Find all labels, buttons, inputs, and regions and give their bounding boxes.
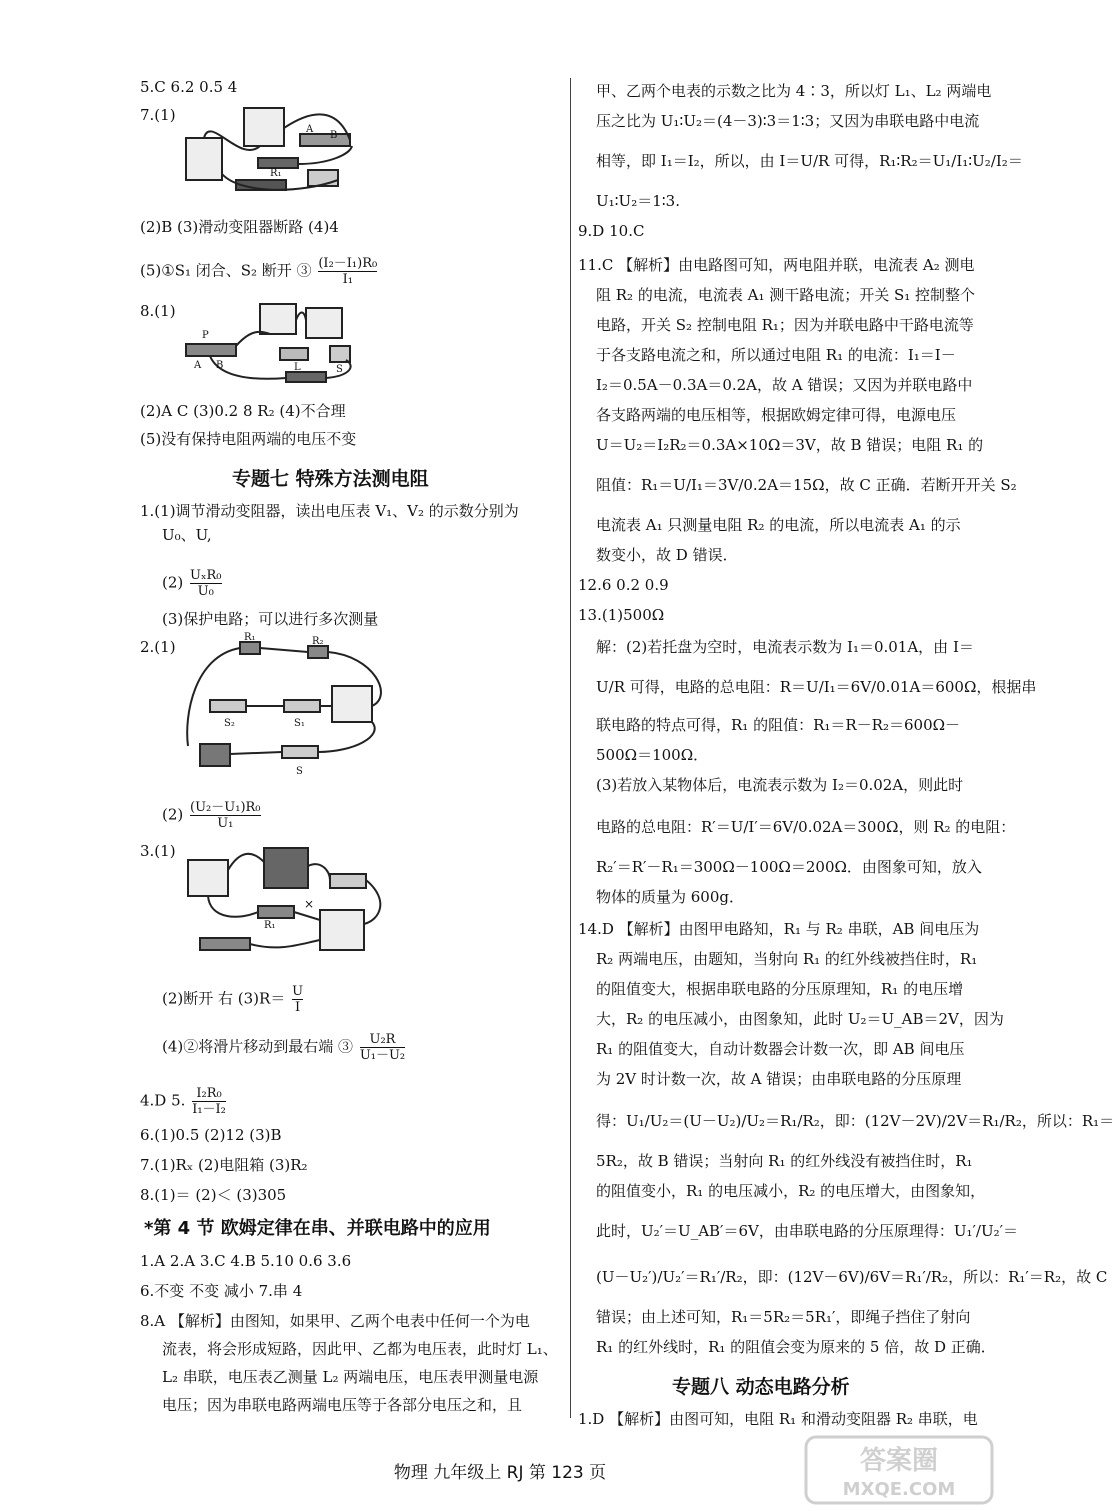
svg-text:R₂: R₂	[312, 636, 324, 647]
answer-line	[162, 984, 305, 1015]
answer-line: (5)没有保持电阻两端的电压不变	[140, 430, 357, 448]
answer-line: 电流表 A₁ 只测量电阻 R₂ 的电流，所以电流表 A₁ 的示	[596, 516, 961, 534]
answer-line	[162, 1032, 407, 1063]
answer-line: 11.C 【解析】由电路图可知，两电阻并联，电流表 A₂ 测电	[578, 256, 975, 274]
answer-line: 9.D 10.C	[578, 222, 645, 240]
answer-line: L₂ 串联，电压表乙测量 L₂ 两端电压，电压表甲测量电源	[162, 1368, 539, 1386]
fraction: $\frac{\text{(U₂－U₁)R₀}}{\text{U₁}}$	[190, 800, 261, 831]
column-divider	[570, 78, 571, 1418]
answer-line: 的阻值变小，R₁ 的电压减小，R₂ 的电压增大，由图象知，	[596, 1182, 986, 1200]
watermark-logo	[804, 1435, 994, 1505]
answer-line: 1.D 【解析】由图可知，电阻 R₁ 和滑动变阻器 R₂ 串联，电	[578, 1410, 978, 1428]
answer-line: 错误；由上述可知，R₁＝5R₂＝5R₁′，即绳子挡住了射向	[596, 1308, 971, 1326]
circuit-figure-3	[180, 840, 410, 968]
answer-line: 阻值：R₁＝U/I₁＝3V/0.2A＝15Ω，故 C 正确．若断开开关 S₂	[596, 476, 1017, 494]
answer-line: 甲、乙两个电表的示数之比为 4∶3，所以灯 L₁、L₂ 两端电	[596, 82, 992, 100]
svg-text:B: B	[216, 360, 224, 371]
svg-text:P: P	[202, 330, 209, 341]
answer-line: 6.不变 不变 减小 7.串 4	[140, 1282, 303, 1300]
answer-line: 8.(1)＝ (2)＜ (3)305	[140, 1186, 287, 1204]
svg-text:R₁: R₁	[264, 920, 276, 931]
section-heading: *第 4 节 欧姆定律在串、并联电路中的应用	[144, 1218, 491, 1239]
svg-text:R₁: R₁	[270, 168, 282, 179]
answer-line: 为 2V 时计数一次，故 A 错误；由串联电路的分压原理	[596, 1070, 962, 1088]
answer-line	[162, 568, 224, 599]
answer-line: 13.(1)500Ω	[578, 606, 665, 624]
answer-line: U＝U₂＝I₂R₂＝0.3A×10Ω＝3V，故 B 错误；电阻 R₁ 的	[596, 436, 984, 454]
answer-text: (2)	[162, 573, 184, 592]
answer-line	[140, 1086, 228, 1117]
svg-text:R₁: R₁	[244, 632, 256, 643]
section-heading: 专题七 特殊方法测电阻	[232, 468, 429, 490]
answer-line: 的阻值变大，根据串联电路的分压原理知，R₁ 的电压增	[596, 980, 964, 998]
answer-line: (U－U₂′)/U₂′＝R₁′/R₂，即：(12V－6V)/6V＝R₁′/R₂，所以：R₁′＝R₂，故 C	[596, 1268, 1108, 1286]
answer-line: 6.(1)0.5 (2)12 (3)B	[140, 1126, 282, 1144]
answer-line: U₀、U,	[162, 526, 212, 544]
svg-text:A: A	[306, 124, 314, 135]
answer-line: 8.A 【解析】由图知，如果甲、乙两个电表中任何一个为电	[140, 1312, 530, 1330]
answer-line: I₂＝0.5A－0.3A＝0.2A，故 A 错误；又因为并联电路中	[596, 376, 973, 394]
answer-line: 5.C 6.2 0.5 4	[140, 78, 238, 96]
fraction: $\frac{\text{U₂R}}{\text{U₁－U₂}}$	[359, 1032, 406, 1063]
answer-line: 物体的质量为 600g．	[596, 888, 745, 906]
section-heading: 专题八 动态电路分析	[672, 1376, 850, 1398]
answer-line: R₁ 的红外线时，R₁ 的阻值会变为原来的 5 倍，故 D 正确．	[596, 1338, 996, 1356]
answer-line: 电压；因为串联电路两端电压等于各部分电压之和，且	[162, 1396, 523, 1414]
answer-line: 1.(1)调节滑动变阻器，读出电压表 V₁、V₂ 的示数分别为	[140, 502, 519, 520]
answer-line	[140, 256, 379, 287]
answer-line: 12.6 0.2 0.9	[578, 576, 669, 594]
answer-line: 2.(1)	[140, 638, 176, 656]
answer-line: 8.(1)	[140, 302, 176, 320]
answer-line: 大，R₂ 的电压减小，由图象知，此时 U₂＝U_AB＝2V，因为	[596, 1010, 1004, 1028]
answer-line: 数变小，故 D 错误．	[596, 546, 738, 564]
answer-line: 电路，开关 S₂ 控制电阻 R₁；因为并联电路中干路电流等	[596, 316, 974, 334]
fraction: $\frac{\text{(I₂－I₁)R₀}}{\text{I₁}}$	[318, 256, 378, 287]
answer-line: 联电路的特点可得，R₁ 的阻值：R₁＝R－R₂＝600Ω－	[596, 716, 961, 734]
circuit-figure-2	[184, 632, 404, 777]
answer-line: R₁ 的阻值变大，自动计数器会计数一次，即 AB 间电压	[596, 1040, 965, 1058]
answer-line: 此时，U₂′＝U_AB′＝6V，由串联电路的分压原理得：U₁′/U₂′＝	[596, 1222, 1019, 1240]
svg-text:S₁: S₁	[294, 718, 305, 729]
answer-line: R₂′＝R′－R₁＝300Ω－100Ω＝200Ω．由图象可知，放入	[596, 858, 982, 876]
answer-line: 流表，将会形成短路，因此甲、乙都为电压表，此时灯 L₁、	[162, 1340, 558, 1358]
fraction: $\frac{U}{I}$	[292, 984, 304, 1015]
svg-text:B: B	[330, 130, 338, 141]
answer-text: (5)①S₁ 闭合、S₂ 断开 ③	[140, 261, 312, 280]
answer-line: 7.(1)	[140, 106, 176, 124]
circuit-figure-7	[180, 104, 410, 196]
answer-text: 4.D 5.	[140, 1091, 186, 1110]
answer-line: 14.D 【解析】由图甲电路知，R₁ 与 R₂ 串联，AB 间电压为	[578, 920, 980, 938]
answer-line: U/R 可得，电路的总电阻：R＝U/I₁＝6V/0.01A＝600Ω，根据串	[596, 678, 1037, 696]
svg-text:MXQE.COM: MXQE.COM	[842, 1479, 956, 1500]
answer-line: 7.(1)Rₓ (2)电阻箱 (3)R₂	[140, 1156, 308, 1174]
answer-line: (3)若放入某物体后，电流表示数为 I₂＝0.02A，则此时	[596, 776, 964, 794]
svg-text:S: S	[336, 364, 343, 375]
answer-line: 5R₂，故 B 错误；当射向 R₁ 的红外线没有被挡住时，R₁	[596, 1152, 973, 1170]
answer-line: 压之比为 U₁∶U₂＝(4－3)∶3＝1∶3；又因为串联电路中电流	[596, 112, 980, 130]
answer-text: (4)②将滑片移动到最右端 ③	[162, 1037, 354, 1056]
answer-line: 于各支路电流之和，所以通过电阻 R₁ 的电流：I₁＝I－	[596, 346, 956, 364]
answer-line: 相等，即 I₁＝I₂，所以，由 I＝U/R 可得，R₁∶R₂＝U₁/I₁∶U₂/I₂＝	[596, 152, 1023, 170]
page-footer: 物理 九年级上 RJ 第 123 页	[393, 1463, 607, 1483]
answer-line: 得：U₁/U₂＝(U－U₂)/U₂＝R₁/R₂，即：(12V－2V)/2V＝R₁/R₂，所以：R₁＝	[596, 1112, 1114, 1130]
answer-line: (3)保护电路；可以进行多次测量	[162, 610, 379, 628]
answer-text: (2)断开 右 (3)R＝	[162, 989, 286, 1008]
answer-line: (2)A C (3)0.2 8 R₂ (4)不合理	[140, 402, 346, 420]
svg-text:答案圈: 答案圈	[859, 1446, 939, 1476]
fraction: $\frac{\text{I₂R₀}}{\text{I₁－I₂}}$	[192, 1086, 226, 1117]
answer-line	[162, 800, 263, 831]
answer-line: 500Ω＝100Ω．	[596, 746, 709, 764]
fraction: $\frac{\text{UₓR₀}}{\text{U₀}}$	[190, 568, 222, 599]
answer-line: U₁∶U₂＝1∶3.	[596, 192, 680, 210]
circuit-figure-8	[180, 300, 380, 392]
svg-text:S: S	[296, 766, 303, 777]
svg-text:A: A	[194, 360, 202, 371]
answer-line: 1.A 2.A 3.C 4.B 5.10 0.6 3.6	[140, 1252, 352, 1270]
answer-text: (2)	[162, 805, 184, 824]
answer-line: 阻 R₂ 的电流，电流表 A₁ 测干路电流；开关 S₁ 控制整个	[596, 286, 976, 304]
answer-line: (2)B (3)滑动变阻器断路 (4)4	[140, 218, 339, 236]
answer-line: R₂ 两端电压，由题知，当射向 R₁ 的红外线被挡住时，R₁	[596, 950, 978, 968]
svg-text:L: L	[294, 362, 301, 373]
svg-text:S₂: S₂	[224, 718, 235, 729]
answer-line: 电路的总电阻：R′＝U/I′＝6V/0.02A＝300Ω，则 R₂ 的电阻：	[596, 818, 1016, 836]
svg-text:×: ×	[304, 897, 315, 911]
answer-line: 解：(2)若托盘为空时，电流表示数为 I₁＝0.01A，由 I＝	[596, 638, 974, 656]
answer-line: 3.(1)	[140, 842, 176, 860]
answer-line: 各支路两端的电压相等，根据欧姆定律可得，电源电压	[596, 406, 957, 424]
